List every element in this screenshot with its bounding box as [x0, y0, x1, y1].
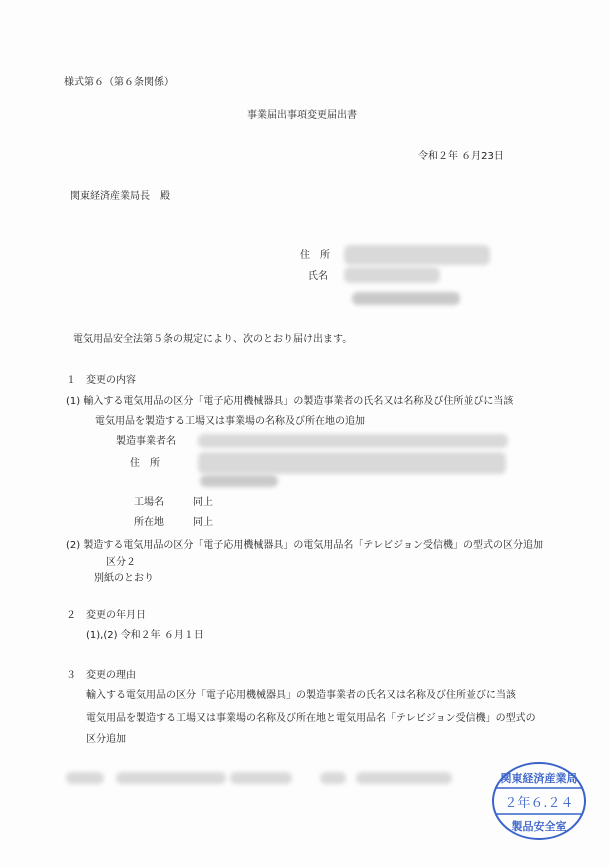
section1-item2-line2: 区分２ — [106, 557, 136, 568]
section2-value: (1),(2) 令和２年 ６月１日 — [86, 630, 204, 641]
redacted-footer-2 — [116, 772, 226, 784]
redacted-footer-4 — [320, 772, 346, 784]
submission-date: 令和２年 ６月23日 — [418, 151, 504, 162]
section3-heading: ３ 変更の理由 — [66, 670, 136, 681]
section1-item1-line1: (1) 輸入する電気用品の区分「電子応用機械器具」の製造事業者の氏名又は名称及び住所並びに当該 — [66, 396, 514, 407]
section2-heading: ２ 変更の年月日 — [66, 610, 146, 621]
stamp-section-text: 製品安全室 — [511, 820, 567, 833]
redacted-applicant-representative — [352, 292, 460, 305]
section1-item2-line1: (2) 製造する電気用品の区分「電子応用機械器具」の電気用品名「テレビジョン受信機」の型式の区分追加 — [66, 540, 543, 551]
stamp-date-text: ２年６.２４ — [504, 796, 574, 811]
redacted-footer-5 — [356, 772, 452, 784]
section1-item2-line3: 別紙のとおり — [94, 573, 154, 584]
factory-name-value: 同上 — [193, 497, 213, 508]
factory-name-label: 工場名 — [134, 497, 164, 508]
manufacturer-address-label: 住 所 — [130, 458, 160, 469]
redacted-footer-3 — [230, 772, 292, 784]
stamp-office-text: 関東経済産業局 — [500, 772, 578, 785]
applicant-name-label: 氏名 — [308, 271, 328, 282]
redacted-footer-1 — [66, 772, 104, 784]
factory-location-label: 所在地 — [134, 517, 164, 528]
section3-line2: 電気用品を製造する工場又は事業場の名称及び所在地と電気用品名「テレビジョン受信機」の型式の — [86, 713, 536, 724]
manufacturer-name-label: 製造事業者名 — [116, 436, 176, 447]
factory-location-value: 同上 — [193, 517, 213, 528]
section1-item1-line2: 電気用品を製造する工場又は事業場の名称及び所在地の追加 — [95, 416, 365, 427]
form-number: 様式第６（第６条関係） — [64, 77, 174, 88]
redacted-applicant-address — [344, 245, 490, 265]
redacted-applicant-name — [344, 267, 440, 283]
document-title: 事業届出事項変更届出書 — [247, 110, 357, 121]
intro-statement: 電気用品安全法第５条の規定により、次のとおり届け出ます。 — [73, 334, 353, 345]
section3-line3: 区分追加 — [86, 734, 126, 745]
section3-line1: 輸入する電気用品の区分「電子応用機械器具」の製造事業者の氏名又は名称及び住所並びに当該 — [86, 690, 516, 701]
applicant-address-label: 住 所 — [300, 250, 330, 261]
redacted-manufacturer-address — [198, 452, 506, 474]
section1-heading: １ 変更の内容 — [66, 375, 136, 386]
addressee: 関東経済産業局長 殿 — [70, 191, 170, 202]
redacted-manufacturer-address-2 — [200, 475, 278, 487]
receipt-stamp — [490, 760, 588, 842]
redacted-manufacturer-name — [198, 434, 508, 448]
